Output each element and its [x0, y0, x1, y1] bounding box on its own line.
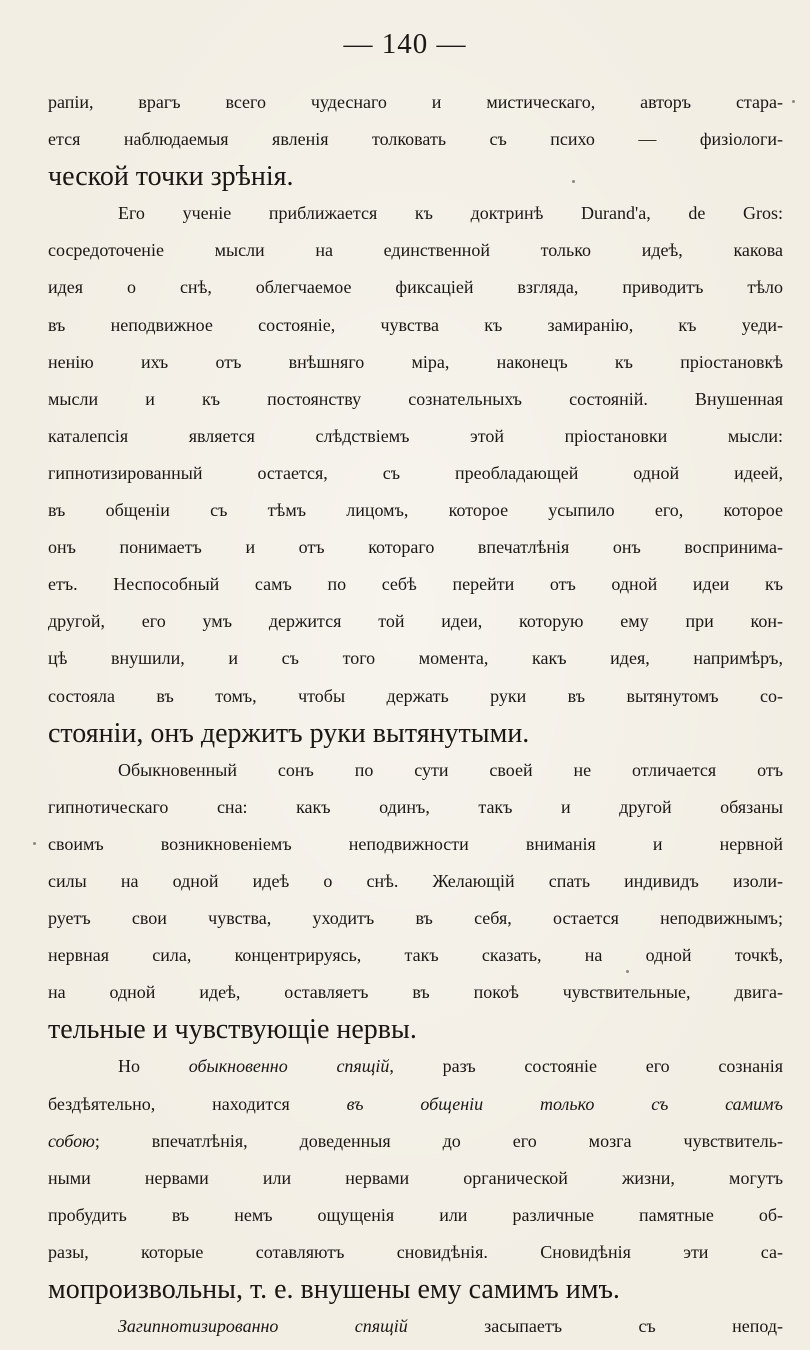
- text-line: [48, 937, 783, 974]
- italic-text: обыкновенно спящій: [188, 1056, 390, 1077]
- text-line: [48, 974, 783, 1011]
- text-line: [48, 752, 783, 789]
- text-segment: нервная сила, концентрируясь, такъ сказать, на одной точкѣ,: [48, 945, 783, 966]
- text-segment: онъ понимаетъ и отъ котораго впечатлѣнія онъ воспринима-: [48, 537, 783, 558]
- text-segment: каталепсія является слѣдствіемъ этой пріостановки мысли:: [48, 425, 783, 446]
- text-line: [48, 1234, 783, 1271]
- text-line: [48, 307, 783, 344]
- text-line: [48, 344, 783, 381]
- text-segment: состояла въ томъ, чтобы держать руки въ вытянутомъ со-: [48, 685, 783, 706]
- text-segment: въ общеніи съ тѣмъ лицомъ, которое усыпило его, которое: [48, 500, 783, 521]
- print-speck: [792, 100, 795, 103]
- print-speck: [626, 970, 629, 973]
- text-segment: ческой точки зрѣнія.: [48, 161, 294, 193]
- text-segment: рапіи, врагъ всего чудеснаго и мистическаго, авторъ стара-: [48, 92, 783, 112]
- text-line: [48, 121, 783, 158]
- text-line: [48, 269, 783, 306]
- print-speck: [572, 180, 575, 183]
- text-line: [48, 158, 783, 195]
- text-line: [48, 640, 783, 677]
- text-segment: силы на одной идеѣ о снѣ. Желающій спать индивидъ изоли-: [48, 870, 783, 891]
- text-segment: ненію ихъ отъ внѣшняго міра, наконецъ къ пріостановкѣ: [48, 351, 783, 372]
- text-segment: етъ. Неспособный самъ по себѣ перейти отъ одной идеи къ: [48, 574, 783, 595]
- text-line: [48, 1048, 783, 1085]
- italic-text: Загипнотизированно спящій: [118, 1316, 408, 1337]
- text-line: [48, 492, 783, 529]
- body-text: [48, 84, 783, 1345]
- text-segment: мопроизвольны, т. е. внушены ему самимъ имъ.: [48, 1274, 620, 1305]
- text-line: [48, 1271, 783, 1308]
- text-segment: Но: [118, 1056, 189, 1077]
- italic-text: въ общеніи только съ самимъ: [346, 1093, 783, 1114]
- text-line: [48, 381, 783, 418]
- text-segment: ; впечатлѣнія, доведенныя до его мозга чувствитель-: [94, 1130, 783, 1151]
- text-line: [48, 1308, 783, 1345]
- text-line: [48, 566, 783, 603]
- text-segment: ными нервами или нервами органической жизни, могутъ: [48, 1167, 783, 1188]
- text-segment: , разъ состояніе его сознанія: [389, 1056, 783, 1077]
- text-segment: сосредоточеніе мысли на единственной только идеѣ, какова: [48, 240, 783, 261]
- text-segment: ется наблюдаемыя явленія толковать съ психо — физіологи-: [48, 129, 783, 150]
- text-segment: въ неподвижное состояніе, чувства къ замиранію, къ уеди-: [48, 314, 783, 335]
- text-line: [48, 715, 783, 752]
- italic-text: собою: [48, 1130, 95, 1151]
- text-line: [48, 603, 783, 640]
- text-segment: гипнотизированный остается, съ преобладающей одной идеей,: [48, 462, 783, 483]
- text-line: [48, 1086, 783, 1123]
- text-line: [48, 455, 783, 492]
- text-segment: стояніи, онъ держитъ руки вытянутыми.: [48, 717, 530, 749]
- text-line: [48, 1160, 783, 1197]
- text-segment: разы, которые сотавляютъ сновидѣнія. Сновидѣнія эти са-: [48, 1241, 783, 1262]
- text-segment: цѣ внушили, и съ того момента, какъ идея, напримѣръ,: [48, 648, 783, 669]
- text-line: [48, 529, 783, 566]
- text-line: [48, 863, 783, 900]
- text-line: [48, 418, 783, 455]
- text-segment: идея о снѣ, облегчаемое фиксаціей взгляда, приводитъ тѣло: [48, 277, 783, 298]
- text-line: [48, 195, 783, 232]
- text-segment: бездѣятельно, находится: [48, 1093, 347, 1114]
- text-line: [48, 900, 783, 937]
- text-segment: руетъ свои чувства, уходитъ въ себя, остается неподвижнымъ;: [48, 908, 783, 929]
- text-line: [48, 1123, 783, 1160]
- text-line: [48, 789, 783, 826]
- text-line: [48, 232, 783, 269]
- text-line: [48, 678, 783, 715]
- text-line: [48, 84, 783, 121]
- text-line: [48, 1011, 783, 1048]
- text-segment: Обыкновенный сонъ по сути своей не отличается отъ: [118, 759, 783, 780]
- text-segment: гипнотическаго сна: какъ одинъ, такъ и другой обязаны: [48, 796, 783, 817]
- text-segment: другой, его умъ держится той идеи, которую ему при кон-: [48, 611, 783, 632]
- text-segment: тельные и чувствующіе нервы.: [48, 1014, 417, 1046]
- text-line: [48, 826, 783, 863]
- text-line: [48, 1197, 783, 1234]
- text-segment: на одной идеѣ, оставляетъ въ покоѣ чувствительные, двига-: [48, 982, 783, 1003]
- text-segment: Его ученіе приближается къ доктринѣ Durand'a, de Gros:: [118, 203, 783, 224]
- text-segment: мысли и къ постоянству сознательныхъ состояній. Внушенная: [48, 388, 783, 409]
- text-segment: пробудить въ немъ ощущенія или различные памятные об-: [48, 1204, 783, 1225]
- page-number: — 140 —: [343, 28, 467, 60]
- print-speck: [33, 842, 36, 845]
- text-segment: засыпаетъ съ непод-: [407, 1316, 783, 1337]
- text-segment: своимъ возникновеніемъ неподвижности вниманія и нервной: [48, 833, 783, 854]
